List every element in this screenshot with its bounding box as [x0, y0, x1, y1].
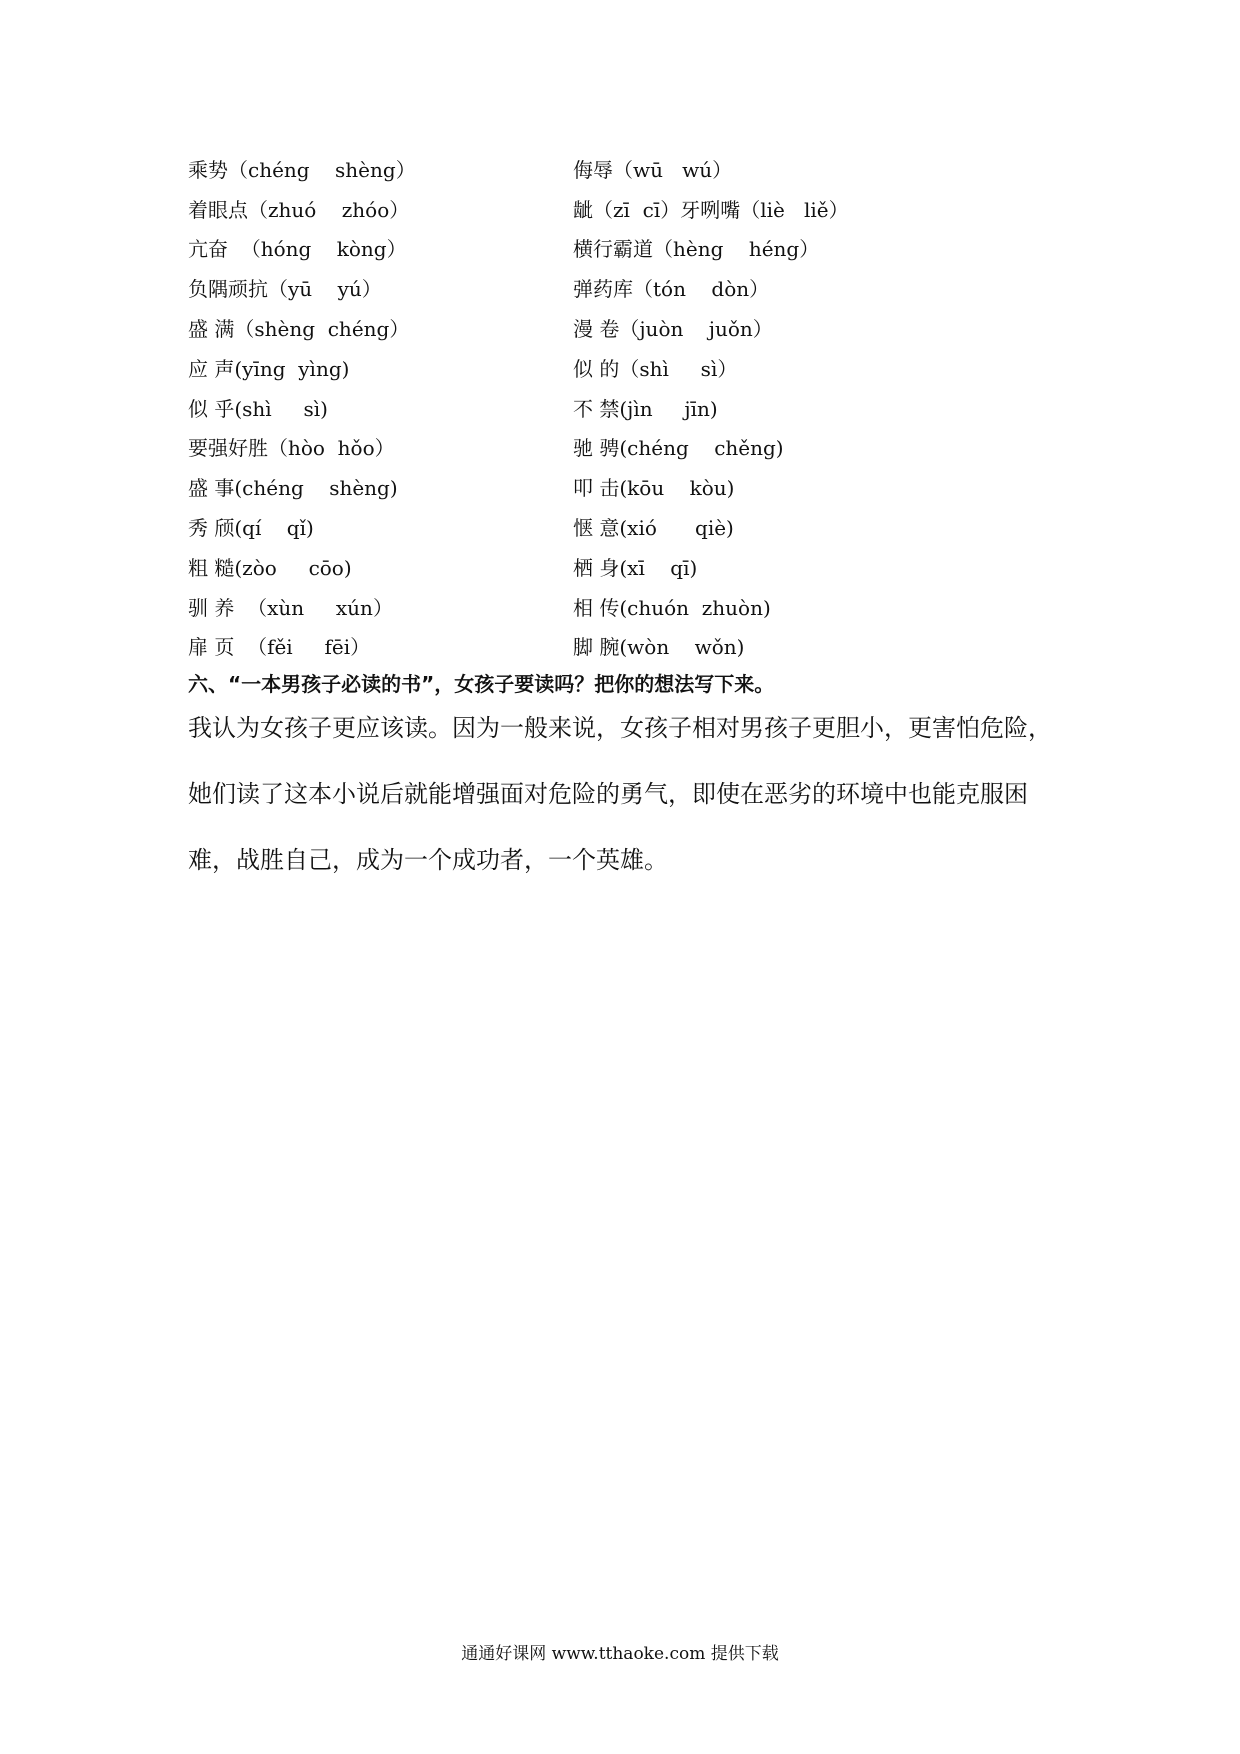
vocab-entry-right: 相 传(chuón zhuòn) — [573, 595, 771, 620]
vocab-entry-left: 似 乎(shì sì) — [188, 396, 328, 421]
list-item — [188, 429, 908, 469]
vocab-entry-right: 惬 意(xió qiè) — [573, 516, 734, 541]
list-item — [188, 588, 908, 628]
vocab-entry-right: 叩 击(kōu kòu) — [573, 476, 735, 501]
list-item — [188, 230, 908, 270]
vocab-entry-left: 驯 养 （xùn xún） — [188, 595, 393, 620]
vocab-entry-right: 栖 身(xī qī) — [573, 555, 698, 580]
pronunciation-list — [188, 150, 908, 667]
vocab-entry-left: 盛 满（shèng chéng） — [188, 317, 410, 342]
vocab-entry-left: 盛 事(chéng shèng) — [188, 476, 398, 501]
list-item — [188, 349, 908, 389]
vocab-entry-right: 龇（zī cī）牙咧嘴（liè liě） — [573, 197, 849, 222]
list-item — [188, 389, 908, 429]
vocab-entry-right: 驰 骋(chéng chěng) — [573, 436, 784, 461]
list-item — [188, 190, 908, 230]
vocab-entry-right: 不 禁(jìn jīn) — [573, 396, 718, 421]
list-item — [188, 150, 908, 190]
answer-paragraph — [188, 708, 1068, 906]
list-item — [188, 309, 908, 349]
vocab-entry-right: 似 的（shì sì） — [573, 356, 738, 381]
vocab-entry-left: 应 声(yīng yìng) — [188, 356, 350, 381]
vocab-entry-left: 乘势（chéng shèng） — [188, 157, 416, 182]
vocab-entry-left: 粗 糙(zòo cōo) — [188, 555, 352, 580]
answer-line: 我认为女孩子更应该读。因为一般来说，女孩子相对男孩子更胆小，更害怕危险， — [188, 714, 1052, 742]
list-item — [188, 468, 908, 508]
vocab-entry-left: 亢奋 （hóng kòng） — [188, 237, 407, 262]
question-title: 六、“一本男孩子必读的书”，女孩子要读吗？把你的想法写下来。 — [188, 672, 775, 696]
answer-line: 难，战胜自己，成为一个成功者，一个英雄。 — [188, 846, 668, 874]
vocab-entry-right: 弹药库（tón dòn） — [573, 277, 770, 302]
answer-line: 她们读了这本小说后就能增强面对危险的勇气，即使在恶劣的环境中也能克服困 — [188, 780, 1028, 808]
vocab-entry-left: 负隅顽抗（yū yú） — [188, 277, 382, 302]
vocab-entry-left: 扉 页 （fěi fēi） — [188, 635, 371, 660]
list-item — [188, 508, 908, 548]
list-item — [188, 548, 908, 588]
page-footer: 通通好课网 www.tthaoke.com 提供下载 — [461, 1644, 779, 1664]
vocab-entry-left: 要强好胜（hòo hǒo） — [188, 436, 395, 461]
vocab-entry-left: 着眼点（zhuó zhóo） — [188, 197, 410, 222]
vocab-entry-right: 脚 腕(wòn wǒn) — [573, 635, 745, 660]
vocab-entry-right: 横行霸道（hèng héng） — [573, 237, 820, 262]
vocab-entry-right: 侮辱（wū wú） — [573, 157, 733, 182]
list-item — [188, 628, 908, 668]
vocab-entry-right: 漫 卷（juòn juǒn） — [573, 317, 773, 342]
list-item — [188, 269, 908, 309]
vocab-entry-left: 秀 颀(qí qǐ) — [188, 516, 314, 541]
